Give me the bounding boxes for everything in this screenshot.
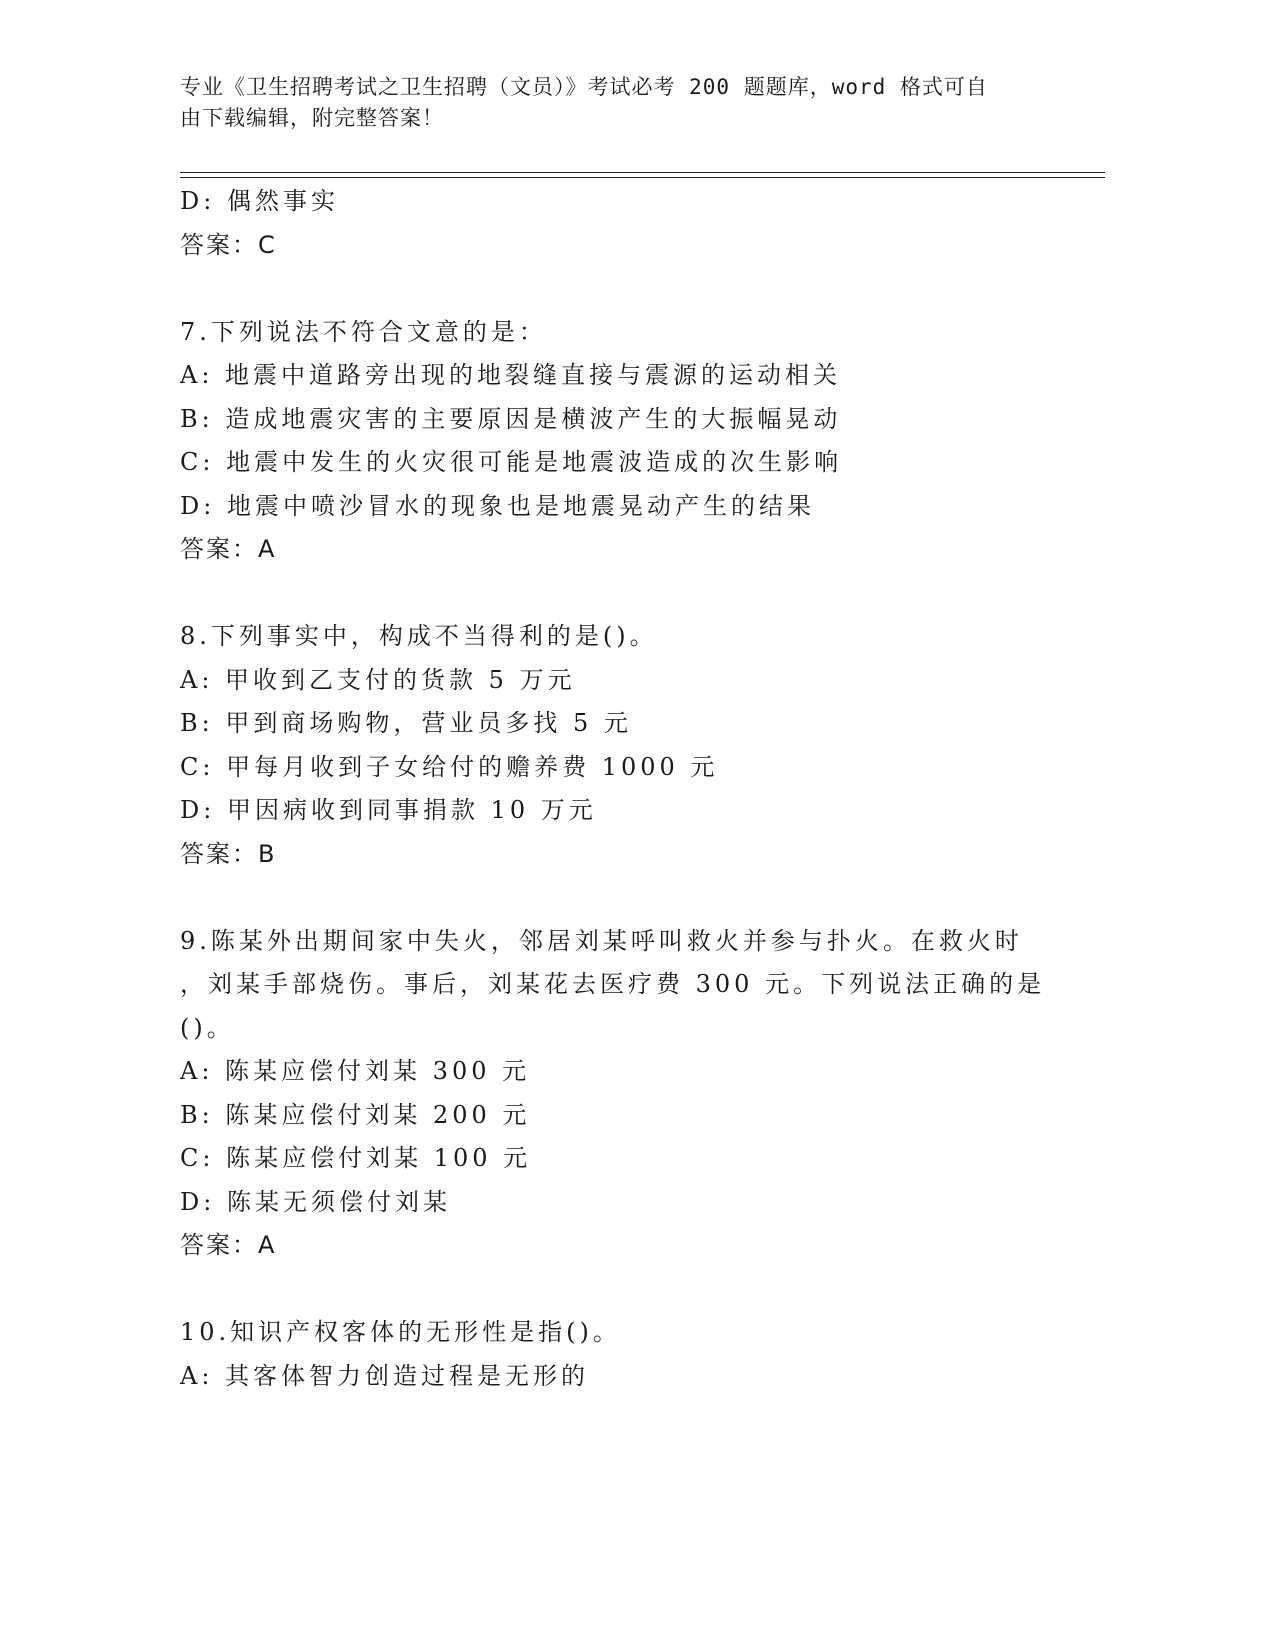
q8-answer (180, 833, 1080, 877)
q7-option-a: A: 地震中道路旁出现的地裂缝直接与震源的运动相关 (180, 361, 842, 389)
q9-option-c: C: 陈某应偿付刘某 100 元 (180, 1144, 532, 1172)
q9-option-d: D: 陈某无须偿付刘某 (180, 1187, 451, 1216)
q7-answer (180, 528, 1080, 572)
q8-option-c: C: 甲每月收到子女给付的赡养费 1000 元 (180, 752, 719, 781)
question-content (180, 180, 1080, 1398)
q8-stem: 8.下列事实中，构成不当得利的是()。 (180, 622, 658, 650)
answer-label: 答案： (180, 1231, 258, 1259)
document-header (180, 72, 1060, 134)
header-line-1: 专业《卫生招聘考试之卫生招聘（文员）》考试必考 200 题题库，word 格式可自 (180, 75, 988, 99)
spacer (180, 1268, 1080, 1312)
q8-option-a: A: 甲收到乙支付的货款 5 万元 (180, 665, 576, 694)
answer-value: A (258, 535, 276, 563)
answer-value: A (258, 1231, 276, 1259)
answer-value: B (258, 839, 276, 868)
q9-answer (180, 1224, 1080, 1268)
answer-label: 答案： (180, 535, 258, 563)
prev-option-d: D: 偶然事实 (180, 187, 339, 215)
q10-option-a: A: 其客体智力创造过程是无形的 (180, 1361, 590, 1390)
q7-option-b: B: 造成地震灾害的主要原因是横波产生的大振幅晃动 (180, 404, 842, 433)
answer-label: 答案： (180, 230, 258, 259)
q9-option-b: B: 陈某应偿付刘某 200 元 (180, 1100, 531, 1129)
q7-option-d: D: 地震中喷沙冒水的现象也是地震晃动产生的结果 (180, 491, 815, 520)
spacer (180, 267, 1080, 311)
q10-stem: 10.知识产权客体的无形性是指()。 (180, 1318, 621, 1346)
q9-option-a: A: 陈某应偿付刘某 300 元 (180, 1057, 531, 1085)
q9-stem-line-3: ()。 (180, 1013, 235, 1042)
q7-option-c: C: 地震中发生的火灾很可能是地震波造成的次生影响 (180, 448, 843, 476)
header-rule-top (180, 172, 1105, 173)
q8-option-b: B: 甲到商场购物，营业员多找 5 元 (180, 709, 632, 737)
header-line-2: 由下载编辑，附完整答案！ (180, 106, 444, 130)
q9-stem-line-1: 9.陈某外出期间家中失火，邻居刘某呼叫救火并参与扑火。在救火时 (180, 926, 1023, 955)
spacer (180, 876, 1080, 920)
header-rule-bottom (180, 177, 1105, 178)
answer-value: C (258, 230, 276, 259)
q9-stem-line-2: ，刘某手部烧伤。事后，刘某花去医疗费 300 元。下列说法正确的是 (180, 970, 1046, 998)
q7-stem: 7.下列说法不符合文意的是： (180, 317, 547, 346)
answer-label: 答案： (180, 839, 258, 868)
q8-option-d: D: 甲因病收到同事捐款 10 万元 (180, 796, 597, 824)
spacer (180, 572, 1080, 616)
prev-answer (180, 224, 1080, 268)
